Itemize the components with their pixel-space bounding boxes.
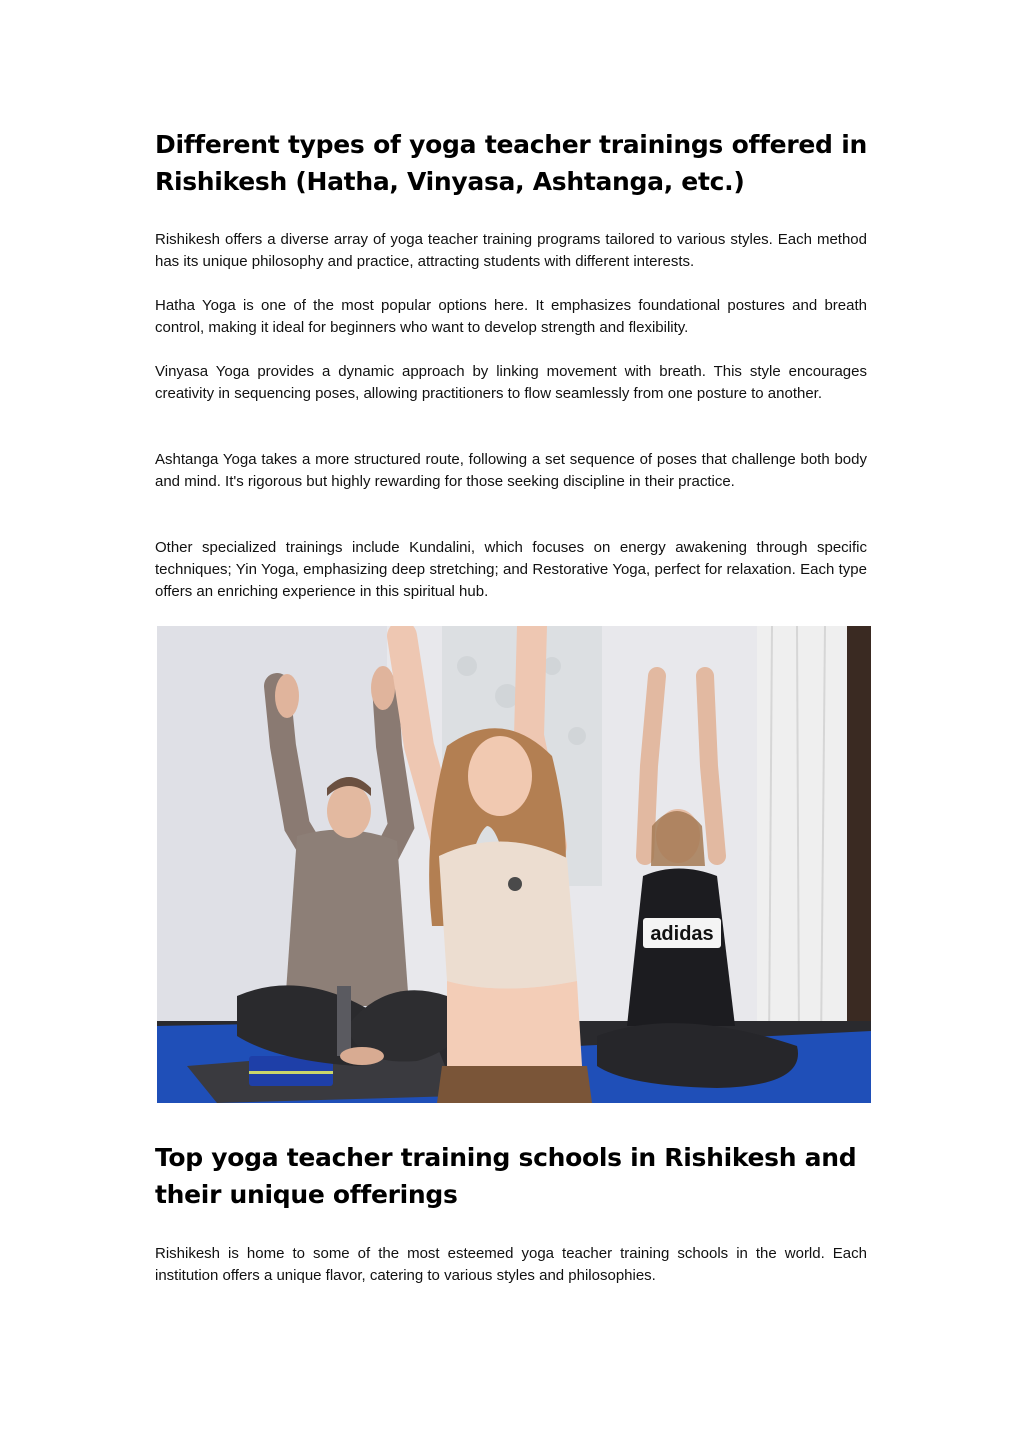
paragraph-ashtanga: Ashtanga Yoga takes a more structured route, following a set sequence of poses that challenge both body and mind. It's rigorous but highly rewarding for those seeking discipline in their practice. [155,451,867,490]
paragraph-vinyasa: Vinyasa Yoga provides a dynamic approach by linking movement with breath. This style encourages creativity in sequencing poses, allowing practitioners to flow seamlessly from one posture to another. [155,363,867,402]
adidas-logo-text: adidas [650,923,714,945]
yoga-class-photo [157,626,871,1103]
section-heading-yoga-types: Different types of yoga teacher trainings offered in Rishikesh (Hatha, Vinyasa, Ashtanga, etc.) [155,130,867,196]
paragraph-intro: Rishikesh offers a diverse array of yoga teacher training programs tailored to various styles. Each method has its unique philosophy and practice, attracting students with different interests. [155,231,867,270]
section-heading-top-schools: Top yoga teacher training schools in Rishikesh and their unique offerings [155,1143,857,1209]
paragraph-hatha: Hatha Yoga is one of the most popular options here. It emphasizes foundational postures and breath control, making it ideal for beginners who want to develop strength and flexibility. [155,297,867,336]
paragraph-other-trainings: Other specialized trainings include Kundalini, which focuses on energy awakening through specific techniques; Yin Yoga, emphasizing deep stretching; and Restorative Yoga, perfect for relaxation. Each type offers an enriching experience in this spiritual hub. [155,539,867,600]
yoga-class-illustration [157,626,871,1103]
paragraph-schools-intro: Rishikesh is home to some of the most esteemed yoga teacher training schools in the world. Each institution offers a unique flavor, catering to various styles and philosophies. [155,1245,867,1284]
